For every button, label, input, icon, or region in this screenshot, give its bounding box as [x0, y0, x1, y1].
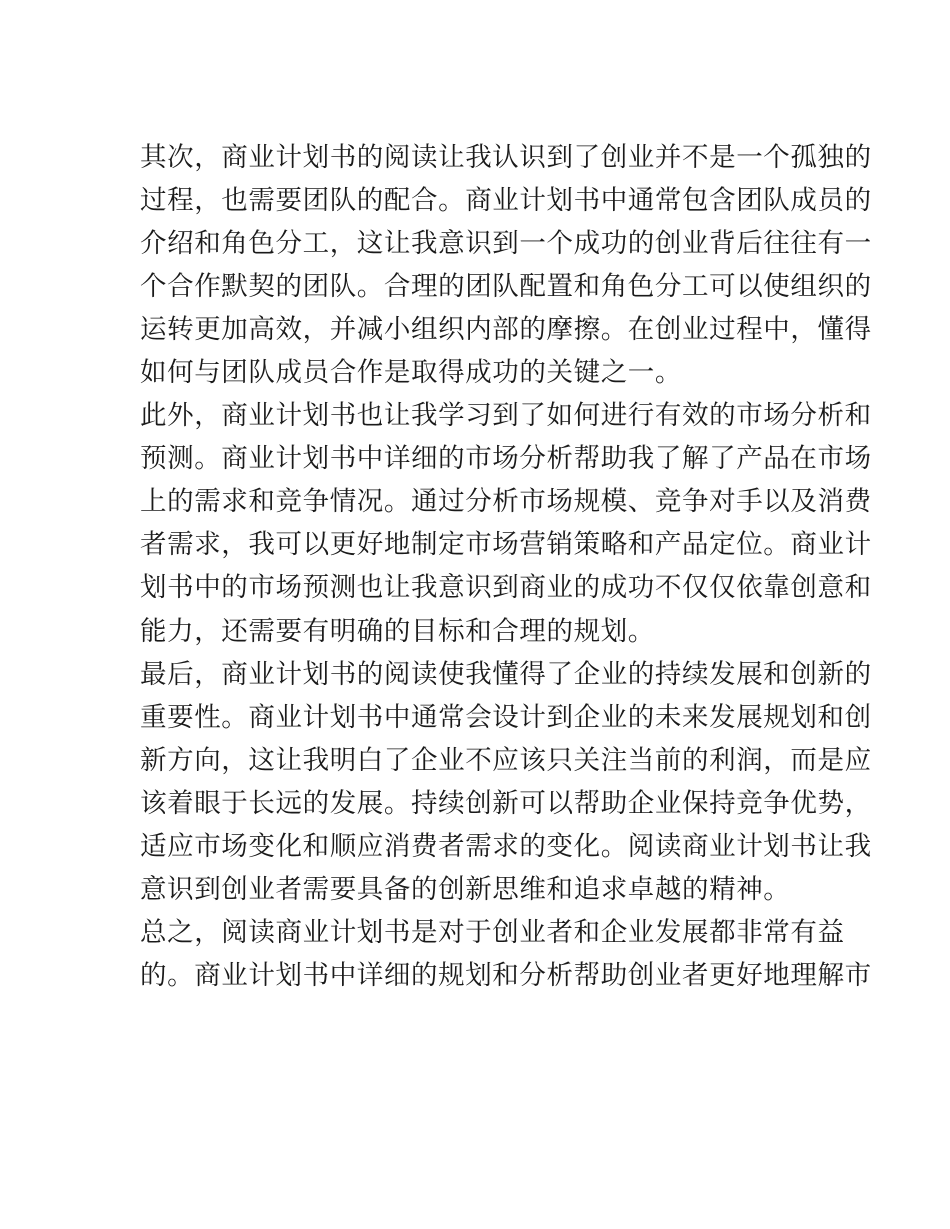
text-line: 运转更加高效，并减小组织内部的摩擦。在创业过程中，懂得	[140, 314, 872, 346]
text-line: 划书中的市场预测也让我意识到商业的成功不仅仅依靠创意和	[140, 572, 872, 604]
text-line: 新方向，这让我明白了企业不应该只关注当前的利润，而是应	[140, 744, 872, 776]
paragraph-teamwork	[140, 136, 872, 394]
paragraph-conclusion	[140, 911, 872, 997]
document-body	[140, 136, 872, 997]
text-line: 该着眼于长远的发展。持续创新可以帮助企业保持竞争优势，	[140, 787, 872, 819]
text-line: 者需求，我可以更好地制定市场营销策略和产品定位。商业计	[140, 529, 872, 561]
text-line: 个合作默契的团队。合理的团队配置和角色分工可以使组织的	[140, 271, 872, 303]
text-line: 预测。商业计划书中详细的市场分析帮助我了解了产品在市场	[140, 443, 872, 475]
text-line: 介绍和角色分工，这让我意识到一个成功的创业背后往往有一	[140, 228, 872, 260]
paragraph-market-analysis	[140, 394, 872, 652]
text-line: 此外，商业计划书也让我学习到了如何进行有效的市场分析和	[140, 400, 872, 432]
text-line: 重要性。商业计划书中通常会设计到企业的未来发展规划和创	[140, 701, 872, 733]
text-line: 如何与团队成员合作是取得成功的关键之一。	[140, 357, 682, 389]
text-line: 意识到创业者需要具备的创新思维和追求卓越的精神。	[140, 873, 791, 905]
text-line: 过程，也需要团队的配合。商业计划书中通常包含团队成员的	[140, 185, 872, 217]
text-line: 能力，还需要有明确的目标和合理的规划。	[140, 615, 655, 647]
text-line: 最后，商业计划书的阅读使我懂得了企业的持续发展和创新的	[140, 658, 872, 690]
text-line: 上的需求和竞争情况。通过分析市场规模、竞争对手以及消费	[140, 486, 872, 518]
text-line: 总之，阅读商业计划书是对于创业者和企业发展都非常有益	[140, 916, 845, 948]
text-line: 其次，商业计划书的阅读让我认识到了创业并不是一个孤独的	[140, 142, 872, 173]
paragraph-innovation	[140, 653, 872, 911]
text-line: 的。商业计划书中详细的规划和分析帮助创业者更好地理解市	[140, 959, 872, 991]
text-line: 适应市场变化和顺应消费者需求的变化。阅读商业计划书让我	[140, 830, 872, 862]
